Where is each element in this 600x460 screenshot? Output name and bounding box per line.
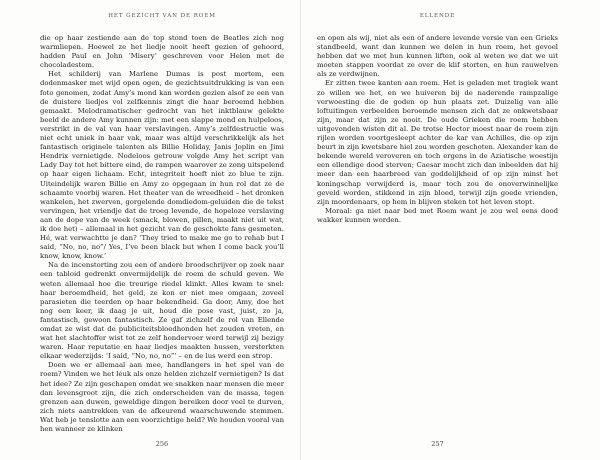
paragraph: Moraal: ga niet naar bed met Roem want je zou wel eens dood wakker kunnen worden. xyxy=(317,206,558,224)
right-page-body xyxy=(317,34,558,225)
paragraph: die op haar zestiende aan de top stond toen de Beatles zich nog warmliepen. Hoewel ze het liedje nooit heeft gezien of gehoord, hadden Paul en John ‘Misery’ geschreven voor Helen met de chocoladestem. xyxy=(40,34,284,70)
paragraph: Het schilderij van Marlene Dumas is post mortem, een dodenmasker met wijd open ogen, de gezichtsuitdrukking is van een foto genomen, zodat Amy’s mond kan worden gezien alsof ze een van de duistere liedjes vol zelfkennis zingt die haar beroemd hebben gemaakt. Melodramatischer gedrocht van het inktblauw gelekte beeld de andere Amy kunnen zijn: met een slappe mond en hulpeloos, verstrikt in de val van haar verslavingen. Amy’s zelfdestructie was niet echt uniek in haar vak, maar was altijd verschrikkelijk als het fantastisch originele talenten als Billie Holiday, Janis Joplin en Jimi Hendrix vernietigde. Nodeloos getrouw volgde Amy het script van Lady Day tot het bittere eind, de rampen waarover ze zong uitspelend op haar eigen lichaam. Echt, integriteit hoeft niet zo blue te zijn. Uiteindelijk waren Billie en Amy zo opgegaan in hun rol dat ze de schaamte voorbij waren. Het theater van de wreedheid – het dronken wankelen, het zwerven, gorgelende domdiedom-geluiden die de tekst vervingen, het vriendje dat de troeg levende, de hopeloze verslaving aan de dope van de week (smack, blowen, pillen, maakt niet uit wat, ik doe het) – allemaal in het gezicht van de geschokte fans gesmeten. Hé, wat verwachtte je dan? ‘They tried to make me go to rehab but I said, “No, no, no”/ Yes, I’ve been black but when I come back you’ll know, know, know.’ xyxy=(40,70,284,261)
left-page-body xyxy=(40,34,284,434)
paragraph: Er zitten twee kanten aan roem. Het is geladen met tragiek want zo willen we het, en we huiveren bij de naderende rampzalige verwoesting die de goden op hun plaats zet. Duizelig van alle loftuitingen verbeelden beroemde mensen zich dat ze onkwetsbaar zijn, maar dat zijn ze nooit. De oude Grieken die roem hebben uitgevonden wisten dit al. De trotse Hector moest naar de roem zijn rijlen worden voortgesleept achter de kar van Achilles, die op zijn beurt in zijn kwetsbare hiel zou worden geschoten. Alexander kan de bekende wereld veroveren en toch ergens in de Aziatische woestijn een ellendige dood sterven; Caesar mocht zich dan inbeelden dat hij meer dan een haarbreed van goddelijkheid of op zijn minst het koningschap verwijderd is, maar toch zou de onoverwinnelijke geveld worden, stikkend in zijn bloed, terwijl zijn goede vrienden, zijn moordenaars, op hem in blijven steken tot het leven stopt. xyxy=(317,79,558,206)
running-head-right: ELLENDE xyxy=(419,13,456,19)
right-page xyxy=(300,0,600,460)
page-number-left: 256 xyxy=(155,440,169,448)
paragraph: Doen we er allemaal aan mee, handlangers in het spel van de roem? Vinden we het léuk als onze helden zichzelf vernietigen? Is dat het idee? Ze zijn geschapen omdat we snakken naar mensen die meer dan levensgroot zijn, die zich onderscheiden van de massa, tegen grenzen aan duwen, geweldige dingen bereiken door veel te durven, zich niets aantrekken van de afkeurend waarschuwende stemmen. Wat heb je tenslotte aan een voorzichtige held? We houden vooral van hen wanneer ze klinken xyxy=(40,361,284,434)
page-number-right: 257 xyxy=(431,440,444,448)
running-head-left: HET GEZICHT VAN DE ROEM xyxy=(108,13,216,19)
paragraph: en open als wij, niet als een of andere levende versie van een Grieks standbeeld, want dan kunnen we delen in hun roem, het gevoel hebben dat we met hun kunnen liften, ook al weten we dat we uit moeten stappen voordat ze over de klif storten, en hun rauwelven als ze verdwijnen. xyxy=(317,34,558,79)
paragraph: Na de incenstorting zou een of andere broodschrijver op zoek naar een tabloid gedrenkt onvermijdelijk de roem de schuld geven. We weten allemaal hoe die treurige riedel klinkt. Alles kwam te snel: haar beroemdheid, het geld, ze kon er niet mee omgaan, zoveel parasieten die teerden op haar bekendheid. Ga door, Amy, doe het nog een keer, ik daag je uit, houd die pose vast, juist, zo ja, fantastisch, gewoon fantastisch. Ze gaf zichzelf de rol van Ellende omdat ze wist dat de publiciteitsbloedhonden het zouden vreten, en wat het slachtoffer wist tot ze zelf hondervoer werd terwijl zij bezigy waren. Haar reputatie en haar liedjes maakten hussen, versterkten elkaar wederzijds: ‘I said, “No, no, no”’ – en de lus werd een strop. xyxy=(40,261,284,361)
